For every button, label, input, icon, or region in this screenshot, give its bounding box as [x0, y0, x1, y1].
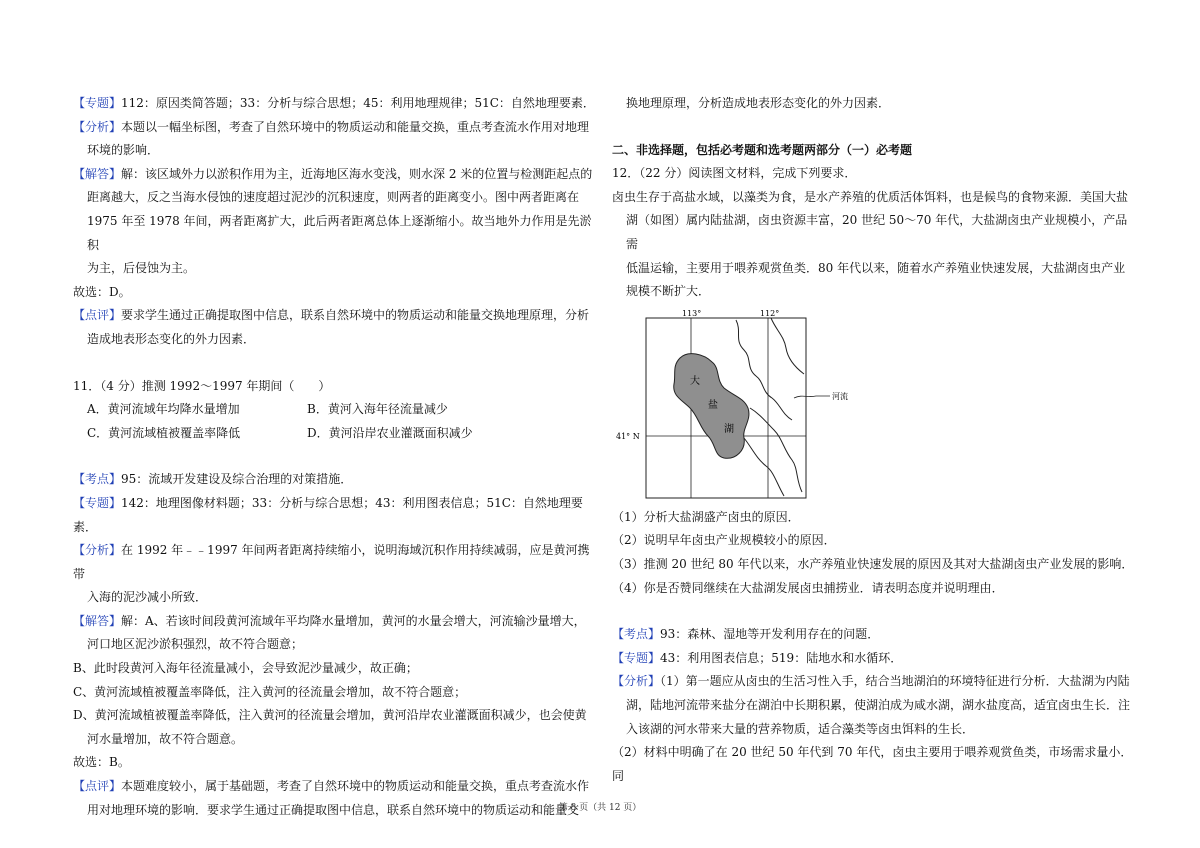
q12-fenxi-cont: （2）材料中明确了在 20 世纪 50 年代到 70 年代，卤虫主要用于喂养观赏鱼类，市场需求量小．同 [612, 745, 1133, 783]
lon-label-113: 113° [682, 309, 702, 318]
q12-zhuanti-text: 43：利用图表信息；519：陆地水和水循环． [660, 650, 903, 665]
spacer [612, 600, 1137, 623]
q11-dianping-text: 本题难度较小，属于基础题，考查了自然环境中的物质运动和能量交换，重点考查流水作 [121, 779, 590, 794]
q12-material: 湖（如图）属内陆盐湖，卤虫资源丰富，20 世纪 50～70 年代，大盐湖卤虫产业规模小，产品需 [626, 213, 1128, 251]
page-footer: 第 8 页（共 12 页） [558, 803, 642, 813]
q12-fenxi-cont: 入该湖的河水带来大量的营养物质，适合藻类等卤虫饵料的生长． [626, 721, 975, 736]
q10-dianping [73, 304, 598, 328]
q10-jieda-text: 解：该区域外力以淤积作用为主，近海地区海水变浅，则水深 2 米的位置与检测距起点的 [121, 166, 593, 181]
fenxi-tag: 【分析】 [612, 674, 661, 689]
q12-fenxi-cont: 湖，陆地河流带来盐分在湖泊中长期积累，使湖泊成为咸水湖，湖水盐度高，适宜卤虫生长．注 [626, 697, 1131, 712]
kaodian-tag: 【考点】 [73, 472, 122, 487]
q11-options [73, 398, 598, 445]
q11-kaodian-text: 95：流域开发建设及综合治理的对策措施． [121, 472, 353, 487]
lon-label-112: 112° [760, 309, 780, 318]
q11-zhuanti [73, 492, 598, 539]
q11-jieda-text: 解：A、若该时间段黄河流域年平均降水量增加，黄河的水量会增大，河流输沙量增大， [121, 613, 586, 628]
q11-fenxi-cont: 入海的泥沙减小所致． [87, 590, 208, 605]
q12-material: 低温运输，主要用于喂养观赏鱼类．80 年代以来，随着水产养殖业快速发展，大盐湖卤虫产业 [626, 260, 1126, 275]
q12-kaodian-text: 93：森林、湿地等开发利用存在的问题． [660, 627, 880, 642]
dianping-tag: 【点评】 [73, 779, 122, 794]
q10-answer: 故选：D。 [73, 284, 131, 299]
lake-label-char: 湖 [724, 423, 734, 435]
q12-kaodian [612, 623, 1137, 647]
q10-jieda [73, 163, 598, 187]
q12-sub-question-3: （3）推测 20 世纪 80 年代以来，水产养殖业快速发展的原因及其对大盐湖卤虫产业发展的影响． [612, 556, 1134, 571]
continuation-text: 换地理原理，分析造成地表形态变化的外力因素． [626, 96, 891, 110]
q11-dianping [73, 775, 598, 799]
q10-fenxi-text: 本题以一幅坐标图，考查了自然环境中的物质运动和能量交换，重点考查流水作用对地理 [121, 119, 590, 134]
q11-dianping-cont: 用对地理环境的影响．要求学生通过正确提取图中信息，联系自然环境中的物质运动和能量交 [87, 802, 580, 817]
spacer [73, 352, 598, 375]
q11-jieda-d: D、黄河流域植被覆盖率降低，注入黄河的径流量会增加，黄河沿岸农业灌溉面积减少，也会使黄 [73, 708, 587, 723]
q11-jieda [73, 610, 598, 634]
q11-answer: 故选：B。 [73, 755, 130, 770]
spacer [612, 116, 1137, 139]
q10-jieda-cont: 1975 年至 1978 年间，两者距离扩大，此后两者距离总体上逐渐缩小。故当地外力作用是先淤积 [87, 213, 592, 252]
q11-jieda-cont: 河口地区泥沙淤积强烈，故不符合题意； [87, 637, 304, 652]
zhuanti-tag: 【专题】 [73, 96, 122, 110]
option-c: C．黄河流域植被覆盖率降低 [87, 425, 241, 440]
q11-zhuanti-text: 142：地理图像材料题；33：分析与综合思想；43：利用图表信息；51C：自然地理要素． [73, 495, 583, 534]
q12-fenxi [612, 670, 1137, 694]
q10-jieda-cont: 距离越大，反之当海水侵蚀的速度超过泥沙的沉积速度，则两者的距离变小。图中两者距离在 [87, 190, 580, 205]
spacer [73, 445, 598, 468]
option-d: D．黄河沿岸农业灌溉面积减少 [307, 425, 473, 440]
q11-jieda-b: B、此时段黄河入海年径流量减小，会导致泥沙量减少，故正确； [73, 661, 418, 676]
lake-label-char: 盐 [708, 399, 718, 411]
q11-jieda-c: C、黄河流域植被覆盖率降低，注入黄河的径流量会增加，故不符合题意； [73, 684, 467, 699]
q11-fenxi-text: 在 1992 年﹣﹣1997 年间两者距离持续缩小，说明海域沉积作用持续减弱，应是黄河携带 [73, 543, 590, 581]
q12-fenxi-text: （1）第一题应从卤虫的生活习性入手，结合当地湖泊的环境特征进行分析．大盐湖为内陆 [660, 674, 1130, 689]
lake-label-char: 大 [690, 375, 700, 387]
jieda-tag: 【解答】 [73, 613, 122, 628]
q12-sub-question-1: （1）分析大盐湖盛产卤虫的原因． [612, 509, 800, 524]
q10-dianping-text: 要求学生通过正确提取图中信息，联系自然环境中的物质运动和能量交换地理原理，分析 [121, 308, 590, 323]
q11-fenxi [73, 539, 598, 586]
fenxi-tag: 【分析】 [73, 119, 122, 134]
option-a: A．黄河流域年均降水量增加 [87, 402, 240, 417]
lat-label-41n: 41° N [616, 431, 640, 441]
q10-fenxi [73, 116, 598, 140]
kaodian-tag: 【考点】 [612, 627, 661, 642]
q10-zhuanti-text: 112：原因类简答题；33：分析与综合思想；45：利用地理规律；51C：自然地理要素． [121, 96, 595, 110]
left-column [73, 92, 598, 822]
dianping-tag: 【点评】 [73, 308, 122, 323]
q12-zhuanti [612, 647, 1137, 671]
map-figure [616, 310, 866, 502]
q12-material: 规模不断扩大． [626, 284, 711, 299]
great-salt-lake-map [616, 310, 866, 502]
river-label: 河流 [832, 391, 848, 401]
q10-dianping-cont: 造成地表形态变化的外力因素． [87, 331, 256, 346]
q10-jieda-cont: 为主，后侵蚀为主。 [87, 261, 196, 276]
section-heading: 二、非选择题，包括必考题和选考题两部分（一）必考题 [612, 142, 913, 157]
q12-stem: 12．（22 分）阅读图文材料，完成下列要求． [612, 166, 857, 181]
q11-jieda-d-cont: 河水量增加，故不符合题意。 [87, 731, 244, 746]
q11-kaodian [73, 468, 598, 492]
q10-fenxi-cont: 环境的影响． [87, 143, 160, 158]
jieda-tag: 【解答】 [73, 166, 122, 181]
q12-sub-question-2: （2）说明早年卤虫产业规模较小的原因． [612, 533, 836, 548]
q12-sub-question-4: （4）你是否赞同继续在大盐湖发展卤虫捕捞业．请表明态度并说明理由． [612, 580, 1004, 595]
zhuanti-tag: 【专题】 [73, 495, 122, 510]
fenxi-tag: 【分析】 [73, 543, 122, 558]
option-b: B．黄河入海年径流量减少 [307, 402, 448, 417]
zhuanti-tag: 【专题】 [612, 650, 661, 665]
q12-material: 卤虫生存于高盐水域，以藻类为食，是水产养殖的优质活体饵料，也是候鸟的食物来源．美国大盐 [612, 189, 1129, 204]
q10-zhuanti [73, 92, 598, 116]
right-column [612, 92, 1137, 788]
q11-stem: 11．（4 分）推测 1992～1997 年期间（ ） [73, 378, 331, 393]
